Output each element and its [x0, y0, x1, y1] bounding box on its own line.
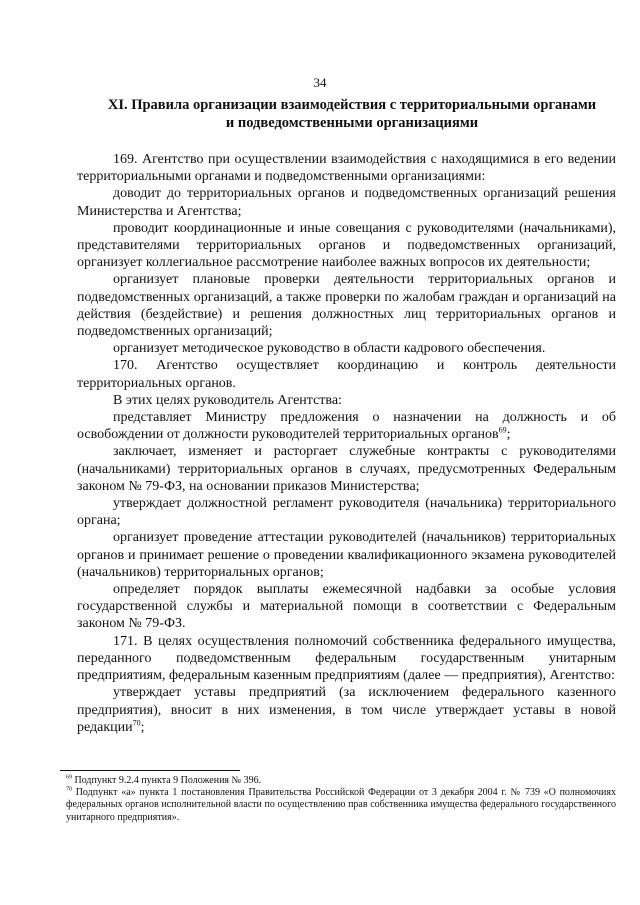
footnote	[66, 775, 616, 787]
page-number: 34	[313, 75, 327, 90]
paragraph-tail: ;	[506, 427, 511, 443]
footnote-ref: 69	[498, 425, 507, 435]
paragraph: организует плановые проверки деятельности территориальных органов и подведомственных организаций, а также проверки по жалобам граждан и организаций на действия (бездействие) и решения должностных лиц территориальных органов и подведомственных организаций;	[77, 272, 616, 340]
heading-line-2: и подведомственными организациями	[225, 115, 479, 131]
paragraph-171: 171. В целях осуществления полномочий собственника федерального имущества, переданного подведомственным федеральным государственным унитарным предприятиям, федеральным казенным предприятиям (далее — предприятия), Агентство:	[77, 633, 616, 684]
footnote-separator	[60, 770, 240, 771]
paragraph: утверждает должностной регламент руководителя (начальника) территориального органа;	[77, 496, 616, 529]
footnote	[66, 787, 616, 824]
footnotes	[66, 775, 616, 824]
paragraph-169: 169. Агентство при осуществлении взаимодействия с находящимися в его ведении территориальными органами и подведомственными организациями:	[77, 152, 616, 185]
footnote-number: 70	[66, 786, 72, 793]
paragraph: В этих целях руководитель Агентства:	[113, 392, 342, 408]
paragraph-text: утверждает уставы предприятий (за исключением федерального казенного предприятия), вносит в них изменения, в том числе утверждает уставы в новой редакции	[77, 685, 616, 735]
paragraph: заключает, изменяет и расторгает служебные контракты с руководителями (начальниками) территориальных органов в случаях, предусмотренных Федеральным законом № 79-ФЗ, на основании приказов Министерства;	[77, 444, 616, 494]
paragraph: доводит до территориальных органов и подведомственных организаций решения Министерства и Агентства;	[77, 186, 616, 219]
paragraph: проводит координационные и иные совещания с руководителями (начальниками), представителями территориальных органов и подведомственных организаций, организует коллегиальное рассмотрение наиболее важных вопросов их деятельности;	[77, 220, 616, 271]
paragraph-with-footnote	[77, 409, 616, 443]
section-heading	[88, 96, 616, 132]
document-body	[77, 151, 616, 736]
footnote-ref: 70	[132, 718, 141, 728]
footnote-text: Подпункт 9.2.4 пункта 9 Положения № 396.	[72, 775, 262, 786]
paragraph-170: 170. Агентство осуществляет координацию и контроль деятельности территориальных органов.	[77, 358, 616, 391]
paragraph: организует проведение аттестации руководителей (начальников) территориальных органов и принимает решение о проведении квалификационного экзамена руководителей (начальников) территориальных органов;	[77, 530, 616, 580]
paragraph: организует методическое руководство в области кадрового обеспечения.	[113, 341, 546, 357]
paragraph: определяет порядок выплаты ежемесячной надбавки за особые условия государственной службы и материальной помощи в соответствии с Федеральным законом № 79-ФЗ.	[77, 582, 616, 632]
footnote-number: 69	[66, 774, 72, 781]
footnote-text: Подпункт «а» пункта 1 постановления Правительства Российской Федерации от 3 декабря 2004 г. № 739 «О полномочиях федеральных органов исполнительной власти по осуществлению прав собственника имущества федерального государственного унитарного предприятия».	[66, 787, 616, 823]
paragraph-tail: ;	[140, 719, 145, 735]
paragraph-with-footnote	[77, 684, 616, 736]
heading-line-1: XI. Правила организации взаимодействия с территориальными органами	[107, 97, 597, 113]
paragraph-text: представляет Министру предложения о назначении на должность и об освобождении от должности руководителей территориальных органов	[77, 410, 616, 443]
